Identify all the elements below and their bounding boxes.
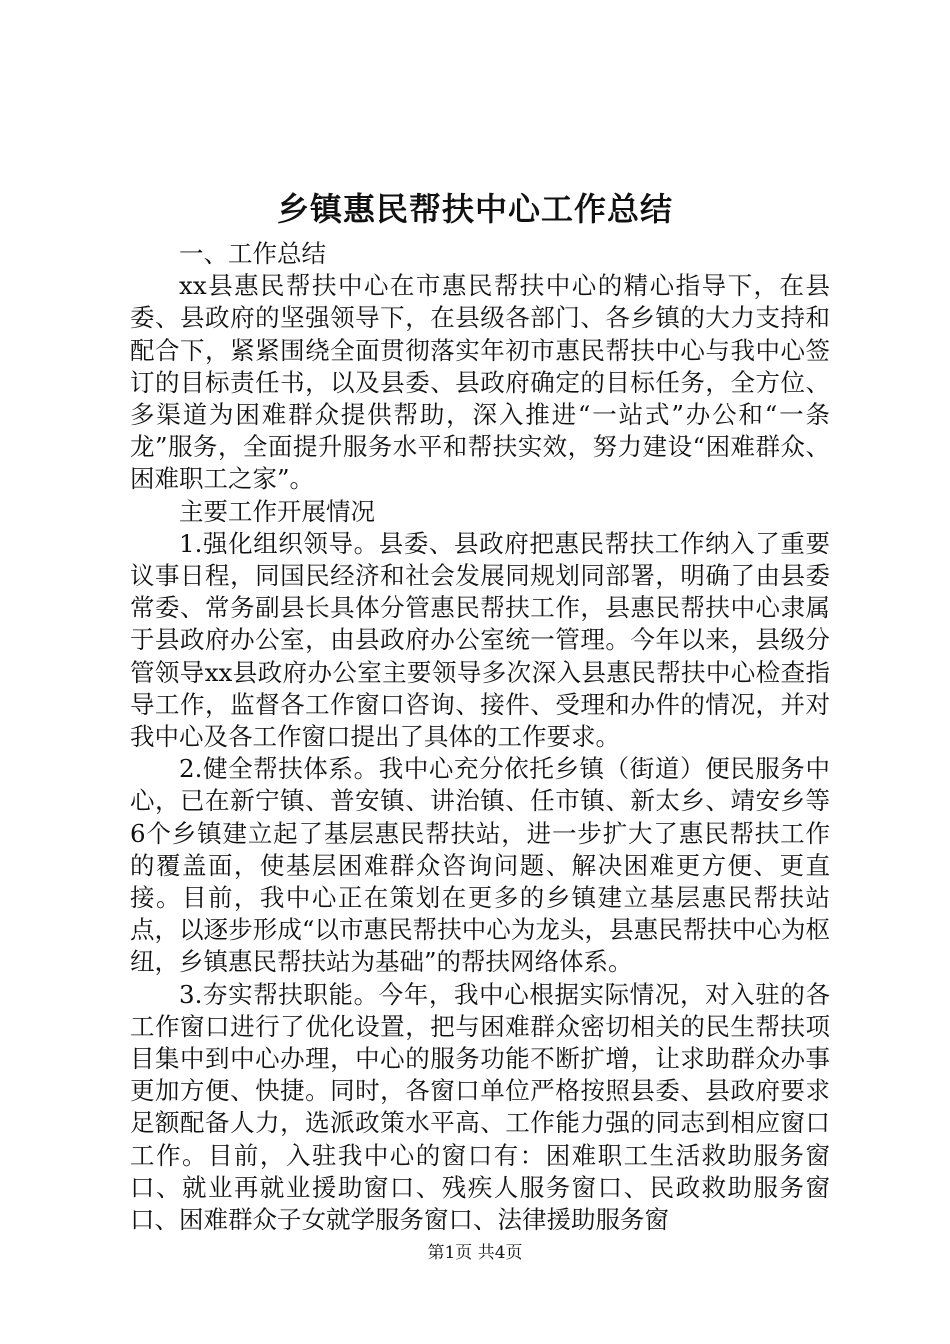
document-title: 乡镇惠民帮扶中心工作总结 xyxy=(276,190,673,228)
section-heading: 一、工作总结 xyxy=(179,239,326,268)
paragraph-1: 1.强化组织领导。县委、县政府把惠民帮扶工作纳入了重要议事日程，同国民经济和社会发展同规划同部署，明确了由县委常委、常务副县长具体分管惠民帮扶工作，县惠民帮扶中心隶属于县政府办公室，由县政府办公室统一管理。今年以来，县级分管领导xx县政府办公室主要领导多次深入县惠民帮扶中心检查指导工作，监督各工作窗口咨询、接件、受理和办件的情况，并对我中心及各工作窗口提出了具体的工作要求。 xyxy=(130,528,830,752)
paragraph-2: 2.健全帮扶体系。我中心充分依托乡镇（街道）便民服务中心，已在新宁镇、普安镇、讲治镇、任市镇、新太乡、靖安乡等6个乡镇建立起了基层惠民帮扶站，进一步扩大了惠民帮扶工作的覆盖面，使基层困难群众咨询问题、解决困难更方便、更直接。目前，我中心正在策划在更多的乡镇建立基层惠民帮扶站点，以逐步形成“以市惠民帮扶中心为龙头，县惠民帮扶中心为枢纽，乡镇惠民帮扶站为基础”的帮扶网络体系。 xyxy=(130,754,830,977)
subheading: 主要工作开展情况 xyxy=(179,496,375,526)
document-body xyxy=(130,238,830,1236)
page-number-footer: 第1页 共4页 xyxy=(427,1243,523,1263)
intro-paragraph: xx县惠民帮扶中心在市惠民帮扶中心的精心指导下，在县委、县政府的坚强领导下，在县级各部门、各乡镇的大力支持和配合下，紧紧围绕全面贯彻落实年初市惠民帮扶中心与我中心签订的目标责任书，以及县委、县政府确定的目标任务，全方位、多渠道为困难群众提供帮助，深入推进“一站式”办公和“一条龙”服务，全面提升服务水平和帮扶实效，努力建设“困难群众、困难职工之家”。 xyxy=(130,271,830,494)
paragraph-3: 3.夯实帮扶职能。今年，我中心根据实际情况，对入驻的各工作窗口进行了优化设置，把与困难群众密切相关的民生帮扶项目集中到中心办理，中心的服务功能不断扩增，让求助群众办事更加方便、快捷。同时，各窗口单位严格按照县委、县政府要求足额配备人力，选派政策水平高、工作能力强的同志到相应窗口工作。目前，入驻我中心的窗口有：困难职工生活救助服务窗口、就业再就业援助窗口、残疾人服务窗口、民政救助服务窗口、困难群众子女就学服务窗口、法律援助服务窗 xyxy=(130,979,830,1235)
